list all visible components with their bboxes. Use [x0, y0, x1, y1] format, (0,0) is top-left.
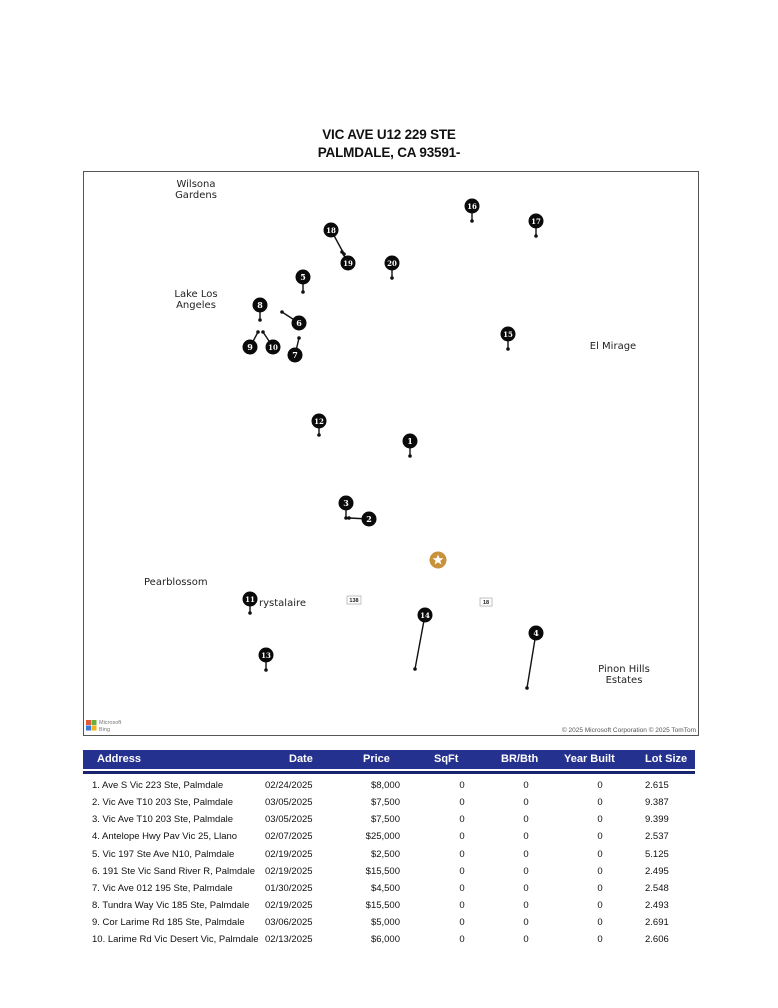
marker-number: 19 — [343, 259, 353, 268]
table-row[interactable] — [0, 866, 778, 883]
shield-label: 138 — [349, 598, 359, 604]
comparable-marker[interactable] — [529, 214, 544, 238]
logo-text: Bing — [99, 727, 111, 733]
sqft-cell: 0 — [459, 814, 465, 825]
address-cell: 5. Vic 197 Ste Ave N10, Palmdale — [92, 849, 235, 860]
place-label: Estates — [605, 675, 643, 686]
marker-anchor-dot — [258, 318, 262, 322]
comparable-marker[interactable] — [403, 434, 418, 458]
marker-anchor-dot — [534, 234, 538, 238]
price-cell: $7,500 — [370, 814, 400, 825]
date-cell: 02/19/2025 — [265, 900, 313, 911]
br-bth-cell: 0 — [523, 780, 529, 791]
marker-anchor-dot — [297, 336, 301, 340]
marker-number: 2 — [366, 514, 372, 524]
marker-anchor-dot — [413, 667, 417, 671]
map-canvas — [84, 172, 698, 735]
column-header-sqft[interactable]: SqFt — [434, 753, 459, 765]
marker-number: 9 — [247, 342, 253, 352]
comparable-marker[interactable] — [340, 250, 355, 270]
marker-anchor-dot — [248, 611, 252, 615]
shield-label: 18 — [482, 600, 490, 606]
sqft-cell: 0 — [459, 866, 465, 877]
lot-size-cell: 2.495 — [645, 866, 669, 877]
br-bth-cell: 0 — [523, 934, 529, 945]
marker-number: 18 — [326, 226, 336, 235]
column-header-year-built[interactable]: Year Built — [564, 753, 615, 765]
comparable-marker[interactable] — [243, 592, 258, 615]
year-built-cell: 0 — [597, 849, 603, 860]
marker-anchor-dot — [261, 330, 265, 334]
marker-number: 13 — [261, 651, 271, 660]
table-row[interactable] — [0, 780, 778, 797]
year-built-cell: 0 — [597, 780, 603, 791]
column-header-price[interactable]: Price — [363, 753, 390, 765]
marker-leader-line — [415, 615, 425, 669]
table-row[interactable] — [0, 883, 778, 900]
bing-logo — [86, 720, 122, 733]
comparable-marker[interactable] — [259, 648, 274, 672]
address-cell: 4. Antelope Hwy Pav Vic 25, Llano — [92, 831, 238, 842]
table-row[interactable] — [0, 934, 778, 951]
price-cell: $7,500 — [370, 797, 400, 808]
report-title: VIC AVE U12 229 STE — [322, 127, 456, 142]
sqft-cell: 0 — [459, 917, 465, 928]
place-label: rystalaire — [259, 598, 307, 609]
comparable-marker[interactable] — [243, 330, 260, 354]
marker-anchor-dot — [344, 516, 348, 520]
year-built-cell: 0 — [597, 797, 603, 808]
lot-size-cell: 2.691 — [645, 917, 669, 928]
date-cell: 02/24/2025 — [265, 780, 313, 791]
sqft-cell: 0 — [459, 831, 465, 842]
lot-size-cell: 9.399 — [645, 814, 669, 825]
lot-size-cell: 2.548 — [645, 883, 669, 894]
lot-size-cell: 2.493 — [645, 900, 669, 911]
marker-anchor-dot — [301, 290, 305, 294]
sqft-cell: 0 — [459, 934, 465, 945]
date-cell: 02/07/2025 — [265, 831, 313, 842]
highway-shield-138 — [347, 596, 361, 604]
date-cell: 02/19/2025 — [265, 849, 313, 860]
marker-anchor-dot — [408, 454, 412, 458]
table-row[interactable] — [0, 849, 778, 866]
marker-number: 8 — [257, 300, 263, 310]
marker-number: 5 — [300, 272, 306, 282]
year-built-cell: 0 — [597, 831, 603, 842]
comparable-marker[interactable] — [288, 336, 303, 362]
lot-size-cell: 2.615 — [645, 780, 669, 791]
lot-size-cell: 9.387 — [645, 797, 669, 808]
highway-shield-18 — [480, 598, 492, 606]
comparable-marker[interactable] — [465, 199, 480, 223]
comparable-marker[interactable] — [312, 414, 327, 437]
marker-anchor-dot — [390, 276, 394, 280]
address-cell: 2. Vic Ave T10 203 Ste, Palmdale — [92, 797, 234, 808]
logo-text: Microsoft — [99, 720, 122, 726]
report-subtitle: PALMDALE, CA 93591- — [317, 145, 461, 160]
sqft-cell: 0 — [459, 797, 465, 808]
br-bth-cell: 0 — [523, 831, 529, 842]
year-built-cell: 0 — [597, 917, 603, 928]
marker-anchor-dot — [506, 347, 510, 351]
date-cell: 03/06/2025 — [265, 917, 313, 928]
price-cell: $25,000 — [365, 831, 400, 842]
date-cell: 02/19/2025 — [265, 866, 313, 877]
br-bth-cell: 0 — [523, 917, 529, 928]
br-bth-cell: 0 — [523, 849, 529, 860]
table-row[interactable] — [0, 814, 778, 831]
marker-number: 16 — [467, 202, 477, 211]
subject-property-marker[interactable] — [430, 552, 447, 569]
place-label: El Mirage — [589, 341, 637, 352]
comparable-marker[interactable] — [413, 608, 432, 671]
marker-anchor-dot — [470, 219, 474, 223]
sqft-cell: 0 — [459, 883, 465, 894]
br-bth-cell: 0 — [523, 814, 529, 825]
comparable-marker[interactable] — [347, 512, 376, 527]
date-cell: 03/05/2025 — [265, 797, 313, 808]
year-built-cell: 0 — [597, 934, 603, 945]
sqft-cell: 0 — [459, 780, 465, 791]
year-built-cell: 0 — [597, 883, 603, 894]
address-cell: 8. Tundra Way Vic 185 Ste, Palmdale — [92, 900, 250, 911]
marker-number: 14 — [420, 611, 430, 620]
comparable-marker[interactable] — [253, 298, 268, 322]
price-cell: $15,500 — [365, 900, 400, 911]
table-row[interactable] — [0, 900, 778, 917]
lot-size-cell: 2.606 — [645, 934, 669, 945]
header-divider — [83, 771, 695, 774]
comparable-marker[interactable] — [501, 327, 516, 351]
address-cell: 9. Cor Larime Rd 185 Ste, Palmdale — [92, 917, 245, 928]
marker-number: 11 — [245, 595, 255, 604]
comparable-marker[interactable] — [261, 330, 280, 354]
marker-number: 6 — [296, 318, 302, 328]
address-cell: 6. 191 Ste Vic Sand River R, Palmdale — [92, 866, 255, 877]
address-cell: 10. Larime Rd Vic Desert Vic, Palmdale — [92, 934, 259, 945]
comparable-marker[interactable] — [525, 626, 543, 690]
marker-anchor-dot — [525, 686, 529, 690]
marker-number: 12 — [314, 417, 324, 426]
marker-number: 3 — [343, 498, 349, 508]
marker-number: 10 — [268, 343, 278, 352]
date-cell: 03/05/2025 — [265, 814, 313, 825]
marker-number: 7 — [292, 350, 298, 360]
place-label: Lake Los — [174, 289, 218, 300]
year-built-cell: 0 — [597, 866, 603, 877]
sqft-cell: 0 — [459, 849, 465, 860]
price-cell: $5,000 — [370, 917, 400, 928]
table-row[interactable] — [0, 797, 778, 814]
column-header-date[interactable]: Date — [289, 753, 313, 765]
address-cell: 1. Ave S Vic 223 Ste, Palmdale — [92, 780, 224, 791]
year-built-cell: 0 — [597, 900, 603, 911]
comparables-map[interactable] — [83, 171, 699, 736]
marker-number: 15 — [503, 330, 513, 339]
map-copyright: © 2025 Microsoft Corporation © 2025 TomTom — [561, 727, 696, 734]
column-header-br-bth[interactable]: BR/Bth — [501, 753, 539, 765]
price-cell: $6,000 — [370, 934, 400, 945]
price-cell: $8,000 — [370, 780, 400, 791]
br-bth-cell: 0 — [523, 866, 529, 877]
marker-anchor-dot — [256, 330, 260, 334]
br-bth-cell: 0 — [523, 900, 529, 911]
marker-number: 1 — [407, 436, 413, 446]
address-cell: 7. Vic Ave 012 195 Ste, Palmdale — [92, 883, 233, 894]
column-header-lot-size[interactable]: Lot Size — [645, 753, 688, 765]
price-cell: $2,500 — [370, 849, 400, 860]
sqft-cell: 0 — [459, 900, 465, 911]
date-cell: 02/13/2025 — [265, 934, 313, 945]
comparable-marker[interactable] — [339, 496, 354, 520]
address-cell: 3. Vic Ave T10 203 Ste, Palmdale — [92, 814, 234, 825]
table-row[interactable] — [0, 831, 778, 848]
br-bth-cell: 0 — [523, 883, 529, 894]
comparable-marker[interactable] — [280, 310, 306, 330]
place-label: Gardens — [175, 190, 217, 201]
table-row[interactable] — [0, 917, 778, 934]
marker-anchor-dot — [340, 250, 344, 254]
place-label: Pinon Hills — [598, 664, 650, 675]
date-cell: 01/30/2025 — [265, 883, 313, 894]
price-cell: $15,500 — [365, 866, 400, 877]
marker-anchor-dot — [280, 310, 284, 314]
lot-size-cell: 2.537 — [645, 831, 669, 842]
table-header — [83, 750, 695, 769]
marker-number: 4 — [533, 628, 539, 638]
marker-number: 17 — [531, 217, 541, 226]
place-label: Wilsona — [176, 179, 216, 190]
lot-size-cell: 5.125 — [645, 849, 669, 860]
marker-anchor-dot — [317, 433, 321, 437]
place-label: Angeles — [176, 300, 216, 311]
br-bth-cell: 0 — [523, 797, 529, 808]
place-label: Pearblossom — [144, 577, 208, 588]
column-header-address[interactable]: Address — [97, 753, 142, 765]
year-built-cell: 0 — [597, 814, 603, 825]
price-cell: $4,500 — [370, 883, 400, 894]
marker-anchor-dot — [264, 668, 268, 672]
marker-leader-line — [527, 633, 536, 688]
comparable-marker[interactable] — [296, 270, 311, 294]
marker-number: 20 — [387, 259, 397, 268]
comparable-marker[interactable] — [385, 256, 400, 280]
